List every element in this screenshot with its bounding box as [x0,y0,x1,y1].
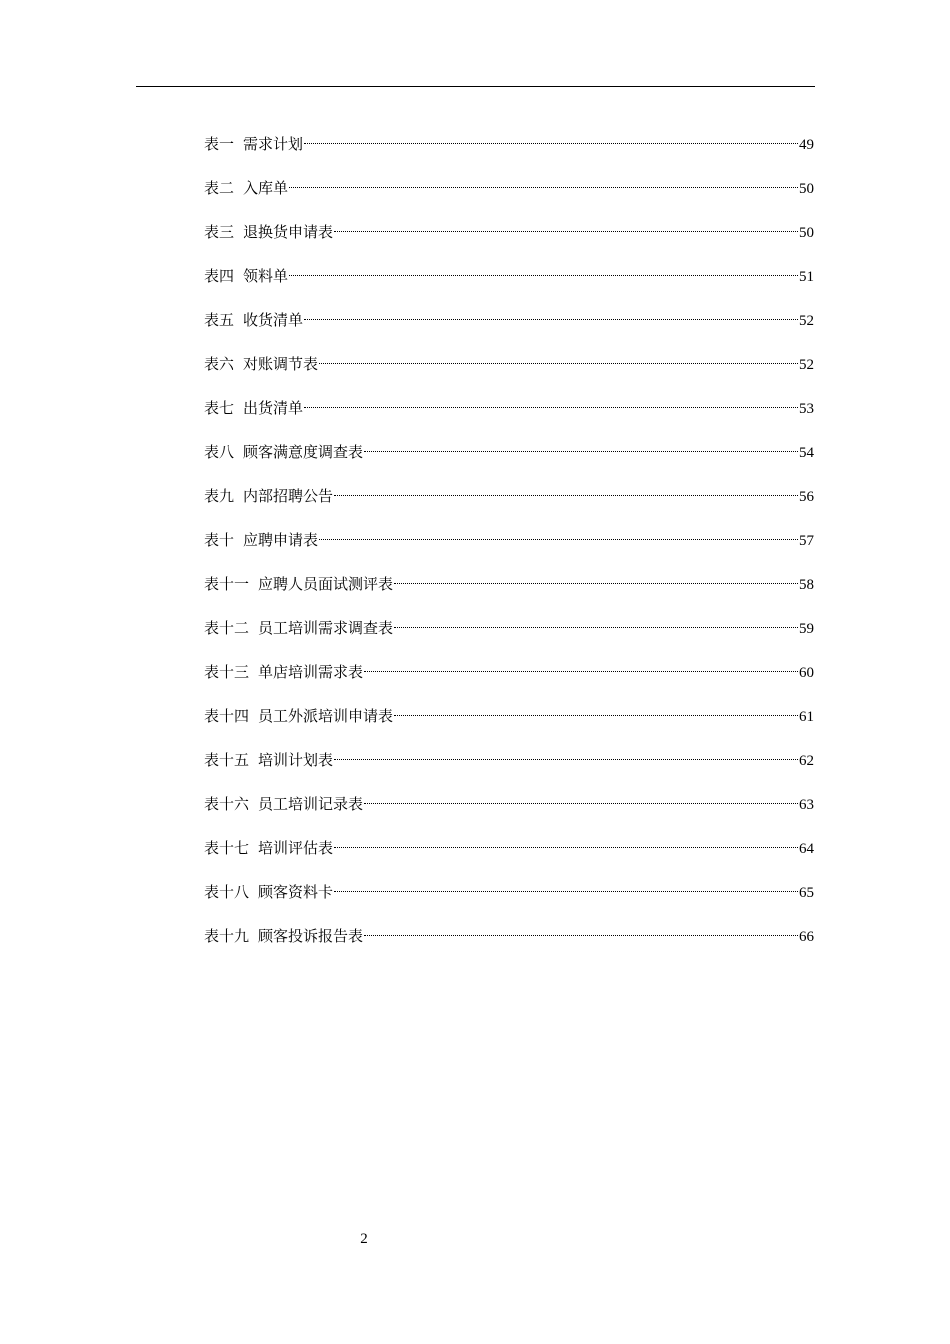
toc-entry-title: 领料单 [243,267,289,285]
toc-entry-title: 对账调节表 [243,355,319,373]
dot-leader [319,347,798,369]
toc-entry-number: 表十七 [204,839,250,857]
toc-entry-page: 63 [799,797,814,813]
toc-entry-title: 收货清单 [243,311,304,329]
toc-entry[interactable] [204,259,814,303]
toc-entry-title: 入库单 [243,179,289,197]
toc-entry-number: 表十 [204,531,235,549]
dot-leader [334,215,798,237]
toc-entry-number: 表六 [204,355,235,373]
toc-entry[interactable] [204,523,814,567]
dot-leader [289,259,798,281]
dot-leader [394,611,798,633]
toc-entry-title: 员工外派培训申请表 [258,707,394,725]
toc-entry-page: 60 [799,665,814,681]
toc-entry-title: 需求计划 [243,135,304,153]
toc-entry-title: 员工培训记录表 [258,795,364,813]
toc-entry-title: 退换货申请表 [243,223,334,241]
toc-entry[interactable] [204,787,814,831]
toc-entry[interactable] [204,655,814,699]
toc-entry-number: 表十三 [204,663,250,681]
dot-leader [364,655,798,677]
toc-entry-page: 57 [799,533,814,549]
toc-entry[interactable] [204,567,814,611]
dot-leader [304,127,798,149]
toc-entry-title: 顾客投诉报告表 [258,927,364,945]
dot-leader [289,171,798,193]
toc-entry-number: 表十四 [204,707,250,725]
toc-entry[interactable] [204,919,814,963]
toc-entry-title: 培训评估表 [258,839,334,857]
toc-entry-page: 54 [799,445,814,461]
toc-entry-number: 表九 [204,487,235,505]
dot-leader [394,699,798,721]
toc-entry-page: 50 [799,225,814,241]
toc-entry-title: 顾客资料卡 [258,883,334,901]
toc-entry-number: 表四 [204,267,235,285]
toc-entry[interactable] [204,171,814,215]
toc-entry-number: 表五 [204,311,235,329]
toc-entry-page: 52 [799,313,814,329]
toc-entry[interactable] [204,611,814,655]
toc-entry-page: 53 [799,401,814,417]
toc-entry-number: 表七 [204,399,235,417]
dot-leader [304,391,798,413]
toc-entry-page: 59 [799,621,814,637]
dot-leader [334,743,798,765]
toc-entry-number: 表一 [204,135,235,153]
toc-entry-title: 顾客满意度调查表 [243,443,364,461]
toc-entry-title: 内部招聘公告 [243,487,334,505]
toc-entry[interactable] [204,479,814,523]
dot-leader [319,523,798,545]
toc-entry-number: 表十六 [204,795,250,813]
dot-leader [364,435,798,457]
dot-leader [304,303,798,325]
toc-entry-page: 64 [799,841,814,857]
toc-entry[interactable] [204,699,814,743]
toc-entry-number: 表八 [204,443,235,461]
dot-leader [334,831,798,853]
toc-entry[interactable] [204,743,814,787]
toc-entry-number: 表十九 [204,927,250,945]
toc-entry-page: 52 [799,357,814,373]
dot-leader [334,875,798,897]
toc-entry-number: 表三 [204,223,235,241]
toc-entry-page: 65 [799,885,814,901]
dot-leader [334,479,798,501]
toc-entry-page: 61 [799,709,814,725]
toc-entry-page: 58 [799,577,814,593]
toc-entry[interactable] [204,303,814,347]
toc-entry[interactable] [204,831,814,875]
toc-entry[interactable] [204,435,814,479]
page-number: 2 [360,1231,368,1247]
toc-entry[interactable] [204,215,814,259]
toc-entry-title: 出货清单 [243,399,304,417]
dot-leader [394,567,798,589]
toc-entry[interactable] [204,347,814,391]
toc-entry-page: 49 [799,137,814,153]
toc-entry-page: 51 [799,269,814,285]
toc-entry-page: 50 [799,181,814,197]
toc-entry[interactable] [204,391,814,435]
toc-entry-title: 应聘人员面试测评表 [258,575,394,593]
toc-entry-title: 员工培训需求调查表 [258,619,394,637]
dot-leader [364,787,798,809]
toc-entry-page: 56 [799,489,814,505]
toc-entry-title: 培训计划表 [258,751,334,769]
toc-entry[interactable] [204,127,814,171]
toc-entry-page: 66 [799,929,814,945]
header-rule [136,86,815,87]
toc-entry-number: 表十八 [204,883,250,901]
toc-entry-number: 表十一 [204,575,250,593]
table-of-contents [204,127,814,963]
toc-entry[interactable] [204,875,814,919]
dot-leader [364,919,798,941]
toc-entry-page: 62 [799,753,814,769]
toc-entry-title: 单店培训需求表 [258,663,364,681]
toc-entry-title: 应聘申请表 [243,531,319,549]
toc-entry-number: 表十二 [204,619,250,637]
toc-entry-number: 表十五 [204,751,250,769]
toc-entry-number: 表二 [204,179,235,197]
